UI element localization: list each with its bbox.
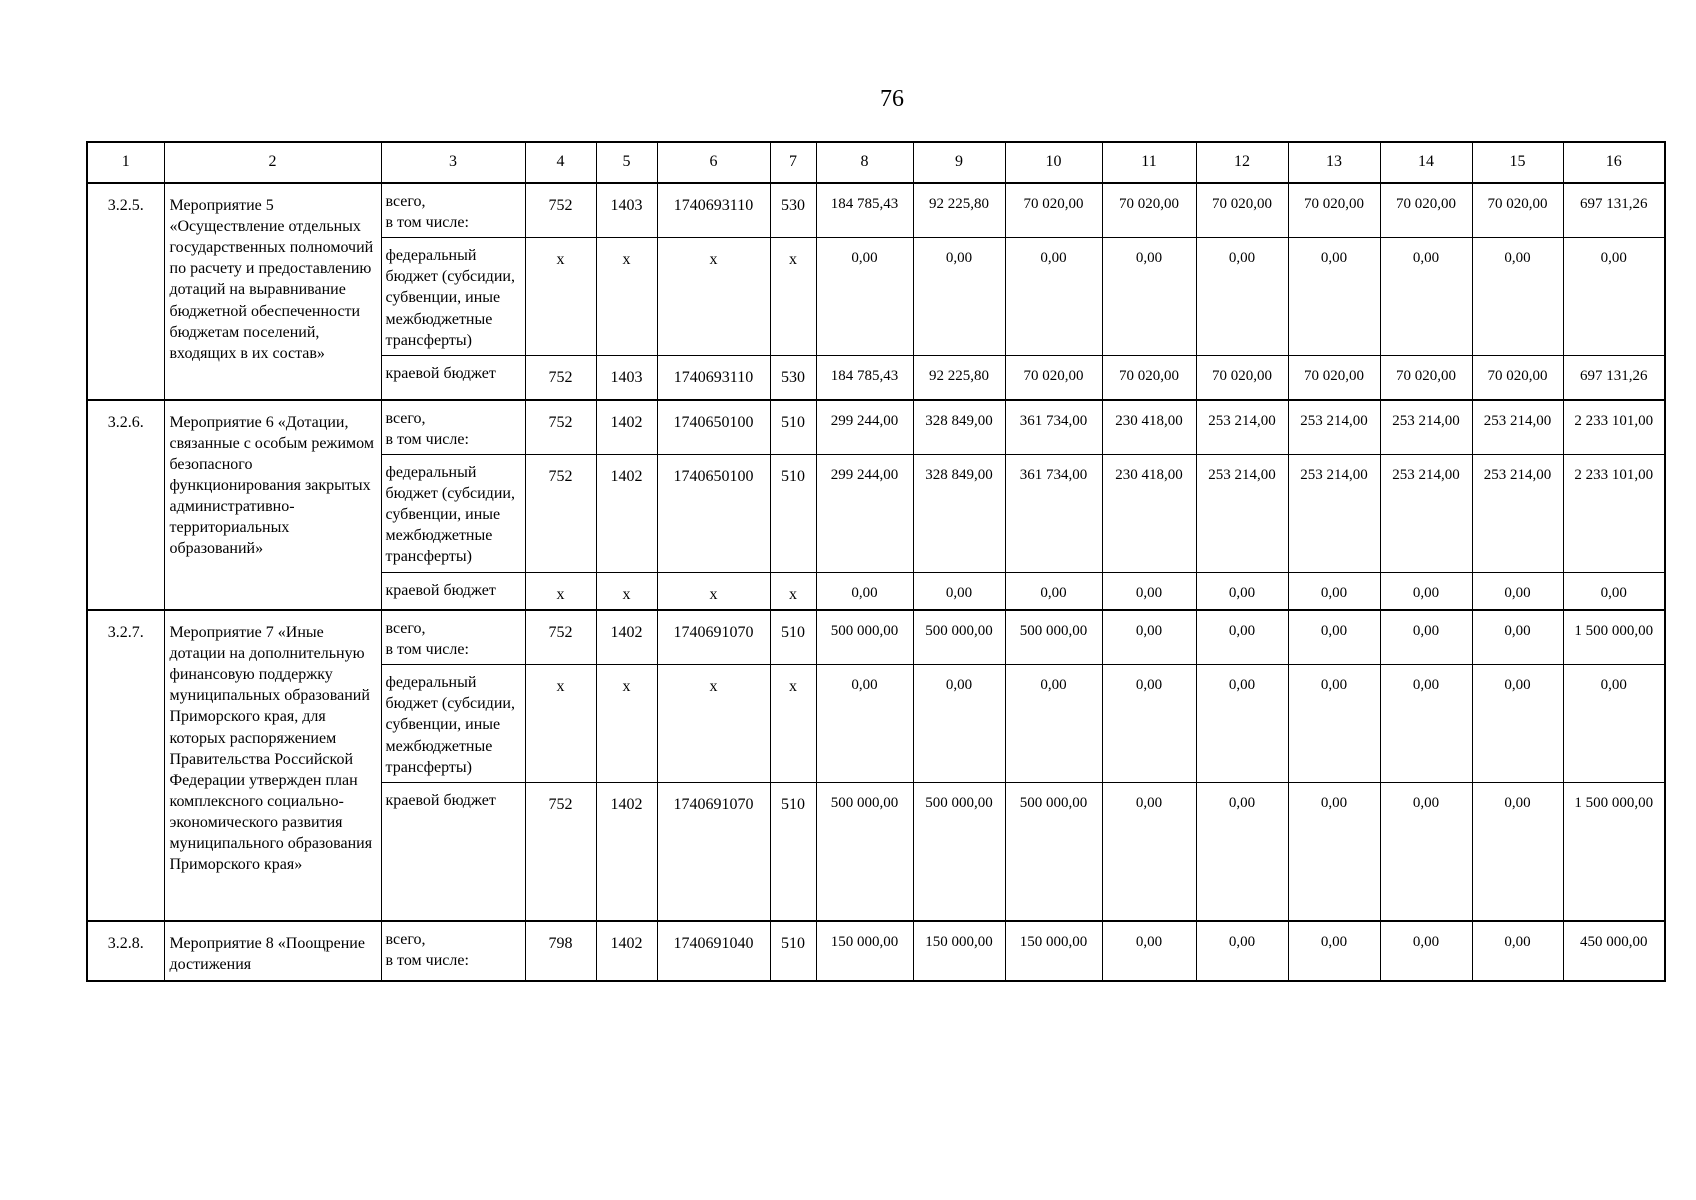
budget-code-cell: 1402	[596, 610, 657, 665]
budget-code-cell: 1740691040	[657, 921, 770, 981]
amount-cell: 0,00	[1563, 665, 1665, 783]
column-header: 9	[913, 142, 1005, 183]
amount-cell: 2 233 101,00	[1563, 400, 1665, 455]
budget-code-cell: 1740650100	[657, 454, 770, 572]
amount-cell: 70 020,00	[1196, 356, 1288, 400]
table-row	[87, 610, 1665, 665]
amount-cell: 70 020,00	[1472, 356, 1563, 400]
budget-code-cell: 510	[770, 454, 816, 572]
budget-code-cell: 1402	[596, 400, 657, 455]
amount-cell: 70 020,00	[1472, 183, 1563, 238]
amount-cell: 0,00	[1380, 783, 1472, 921]
amount-cell: 0,00	[1102, 610, 1196, 665]
amount-cell: 0,00	[1288, 610, 1380, 665]
measure-id: 3.2.8.	[87, 921, 164, 981]
budget-code-cell: 798	[525, 921, 596, 981]
amount-cell: 92 225,80	[913, 356, 1005, 400]
amount-cell: 70 020,00	[1102, 356, 1196, 400]
budget-code-cell: х	[596, 572, 657, 610]
amount-cell: 697 131,26	[1563, 183, 1665, 238]
amount-cell: 0,00	[1102, 783, 1196, 921]
amount-cell: 2 233 101,00	[1563, 454, 1665, 572]
amount-cell: 0,00	[1288, 921, 1380, 981]
amount-cell: 0,00	[1380, 921, 1472, 981]
amount-cell: 0,00	[1196, 572, 1288, 610]
budget-code-cell: 1403	[596, 356, 657, 400]
measure-id: 3.2.7.	[87, 610, 164, 921]
amount-cell: 450 000,00	[1563, 921, 1665, 981]
budget-table	[86, 141, 1666, 982]
page-number: 76	[880, 86, 904, 112]
amount-cell: 0,00	[1005, 238, 1102, 356]
amount-cell: 253 214,00	[1196, 454, 1288, 572]
budget-code-cell: 1740650100	[657, 400, 770, 455]
budget-code-cell: х	[770, 665, 816, 783]
budget-code-cell: х	[596, 665, 657, 783]
budget-code-cell: 1402	[596, 921, 657, 981]
budget-code-cell: 752	[525, 610, 596, 665]
amount-cell: 0,00	[1472, 921, 1563, 981]
amount-cell: 70 020,00	[1005, 183, 1102, 238]
amount-cell: 70 020,00	[1196, 183, 1288, 238]
amount-cell: 0,00	[816, 665, 913, 783]
budget-code-cell: х	[525, 665, 596, 783]
budget-code-cell: х	[525, 572, 596, 610]
budget-code-cell: 1740691070	[657, 610, 770, 665]
budget-code-cell: 1403	[596, 183, 657, 238]
budget-code-cell: 510	[770, 921, 816, 981]
budget-code-cell: 752	[525, 356, 596, 400]
column-header: 16	[1563, 142, 1665, 183]
budget-code-cell: х	[770, 238, 816, 356]
amount-cell: 70 020,00	[1288, 356, 1380, 400]
measure-group	[87, 921, 1665, 981]
amount-cell: 70 020,00	[1102, 183, 1196, 238]
funding-source: краевой бюджет	[381, 356, 525, 400]
amount-cell: 500 000,00	[816, 610, 913, 665]
amount-cell: 150 000,00	[816, 921, 913, 981]
amount-cell: 0,00	[1380, 610, 1472, 665]
amount-cell: 184 785,43	[816, 356, 913, 400]
amount-cell: 230 418,00	[1102, 454, 1196, 572]
amount-cell: 70 020,00	[1380, 356, 1472, 400]
column-header: 5	[596, 142, 657, 183]
amount-cell: 0,00	[1472, 572, 1563, 610]
amount-cell: 500 000,00	[913, 783, 1005, 921]
amount-cell: 0,00	[816, 572, 913, 610]
budget-code-cell: х	[525, 238, 596, 356]
amount-cell: 0,00	[1102, 665, 1196, 783]
budget-code-cell: х	[657, 572, 770, 610]
table-row	[87, 400, 1665, 455]
amount-cell: 0,00	[1288, 238, 1380, 356]
amount-cell: 0,00	[1102, 238, 1196, 356]
amount-cell: 0,00	[1005, 572, 1102, 610]
measure-group	[87, 610, 1665, 921]
measure-name: Мероприятие 5 «Осуществление отдельных государственных полномочий по расчету и предоставлению дотаций на выравнивание бюджетной обеспеченности бюджетам поселений, входящих в их состав»	[164, 183, 381, 400]
funding-source: федеральный бюджет (субсидии, субвенции, иные межбюджетные трансферты)	[381, 454, 525, 572]
column-header: 15	[1472, 142, 1563, 183]
amount-cell: 500 000,00	[1005, 610, 1102, 665]
funding-source: всего, в том числе:	[381, 400, 525, 455]
amount-cell: 0,00	[1472, 610, 1563, 665]
amount-cell: 500 000,00	[1005, 783, 1102, 921]
amount-cell: 1 500 000,00	[1563, 783, 1665, 921]
amount-cell: 253 214,00	[1472, 400, 1563, 455]
column-header: 7	[770, 142, 816, 183]
column-header: 2	[164, 142, 381, 183]
budget-code-cell: х	[596, 238, 657, 356]
measure-name: Мероприятие 6 «Дотации, связанные с особым режимом безопасного функционирования закрытых административно-территориальных образований»	[164, 400, 381, 610]
amount-cell: 70 020,00	[1005, 356, 1102, 400]
budget-code-cell: 1740693110	[657, 183, 770, 238]
funding-source: федеральный бюджет (субсидии, субвенции, иные межбюджетные трансферты)	[381, 665, 525, 783]
amount-cell: 0,00	[1196, 921, 1288, 981]
budget-code-cell: 510	[770, 610, 816, 665]
amount-cell: 0,00	[1102, 921, 1196, 981]
amount-cell: 0,00	[913, 238, 1005, 356]
amount-cell: 0,00	[1472, 783, 1563, 921]
amount-cell: 328 849,00	[913, 454, 1005, 572]
amount-cell: 0,00	[1563, 572, 1665, 610]
funding-source: всего, в том числе:	[381, 921, 525, 981]
amount-cell: 0,00	[1005, 665, 1102, 783]
amount-cell: 92 225,80	[913, 183, 1005, 238]
column-header: 10	[1005, 142, 1102, 183]
amount-cell: 150 000,00	[1005, 921, 1102, 981]
amount-cell: 697 131,26	[1563, 356, 1665, 400]
amount-cell: 328 849,00	[913, 400, 1005, 455]
column-header: 11	[1102, 142, 1196, 183]
amount-cell: 0,00	[1196, 783, 1288, 921]
budget-code-cell: 530	[770, 183, 816, 238]
funding-source: федеральный бюджет (субсидии, субвенции, иные межбюджетные трансферты)	[381, 238, 525, 356]
budget-code-cell: х	[657, 238, 770, 356]
budget-code-cell: 1402	[596, 454, 657, 572]
measure-group	[87, 183, 1665, 400]
funding-source: краевой бюджет	[381, 783, 525, 921]
amount-cell: 0,00	[1288, 572, 1380, 610]
amount-cell: 0,00	[913, 665, 1005, 783]
amount-cell: 0,00	[1196, 610, 1288, 665]
amount-cell: 253 214,00	[1380, 400, 1472, 455]
table-row	[87, 183, 1665, 238]
amount-cell: 253 214,00	[1380, 454, 1472, 572]
measure-id: 3.2.5.	[87, 183, 164, 400]
budget-code-cell: х	[657, 665, 770, 783]
amount-cell: 361 734,00	[1005, 400, 1102, 455]
amount-cell: 500 000,00	[816, 783, 913, 921]
budget-code-cell: 1740693110	[657, 356, 770, 400]
amount-cell: 150 000,00	[913, 921, 1005, 981]
budget-code-cell: 510	[770, 400, 816, 455]
amount-cell: 1 500 000,00	[1563, 610, 1665, 665]
column-header: 13	[1288, 142, 1380, 183]
amount-cell: 0,00	[1472, 238, 1563, 356]
header-row	[87, 142, 1665, 183]
column-header: 1	[87, 142, 164, 183]
budget-code-cell: 752	[525, 183, 596, 238]
amount-cell: 253 214,00	[1196, 400, 1288, 455]
amount-cell: 500 000,00	[913, 610, 1005, 665]
amount-cell: 299 244,00	[816, 400, 913, 455]
amount-cell: 70 020,00	[1380, 183, 1472, 238]
column-header: 12	[1196, 142, 1288, 183]
budget-code-cell: 1740691070	[657, 783, 770, 921]
amount-cell: 70 020,00	[1288, 183, 1380, 238]
amount-cell: 0,00	[1380, 572, 1472, 610]
amount-cell: 253 214,00	[1288, 454, 1380, 572]
amount-cell: 230 418,00	[1102, 400, 1196, 455]
budget-code-cell: 530	[770, 356, 816, 400]
table-row	[87, 921, 1665, 981]
amount-cell: 0,00	[1102, 572, 1196, 610]
amount-cell: 0,00	[1196, 238, 1288, 356]
amount-cell: 0,00	[1380, 238, 1472, 356]
amount-cell: 299 244,00	[816, 454, 913, 572]
amount-cell: 0,00	[1380, 665, 1472, 783]
measure-id: 3.2.6.	[87, 400, 164, 610]
budget-code-cell: 510	[770, 783, 816, 921]
amount-cell: 0,00	[1196, 665, 1288, 783]
budget-code-cell: 1402	[596, 783, 657, 921]
column-header: 14	[1380, 142, 1472, 183]
amount-cell: 361 734,00	[1005, 454, 1102, 572]
column-header: 3	[381, 142, 525, 183]
amount-cell: 253 214,00	[1288, 400, 1380, 455]
amount-cell: 253 214,00	[1472, 454, 1563, 572]
funding-source: всего, в том числе:	[381, 610, 525, 665]
budget-code-cell: 752	[525, 783, 596, 921]
amount-cell: 184 785,43	[816, 183, 913, 238]
funding-source: всего, в том числе:	[381, 183, 525, 238]
amount-cell: 0,00	[913, 572, 1005, 610]
funding-source: краевой бюджет	[381, 572, 525, 610]
column-header: 8	[816, 142, 913, 183]
budget-code-cell: 752	[525, 454, 596, 572]
budget-code-cell: х	[770, 572, 816, 610]
column-header: 4	[525, 142, 596, 183]
measure-group	[87, 400, 1665, 610]
amount-cell: 0,00	[1563, 238, 1665, 356]
amount-cell: 0,00	[816, 238, 913, 356]
budget-code-cell: 752	[525, 400, 596, 455]
amount-cell: 0,00	[1472, 665, 1563, 783]
column-header: 6	[657, 142, 770, 183]
amount-cell: 0,00	[1288, 665, 1380, 783]
amount-cell: 0,00	[1288, 783, 1380, 921]
measure-name: Мероприятие 8 «Поощрение достижения	[164, 921, 381, 981]
measure-name: Мероприятие 7 «Иные дотации на дополнительную финансовую поддержку муниципальных образований Приморского края, для которых распоряжением Правительства Российской Федерации утвержден план комплексного социально-экономического развития муниципального образования Приморского края»	[164, 610, 381, 921]
